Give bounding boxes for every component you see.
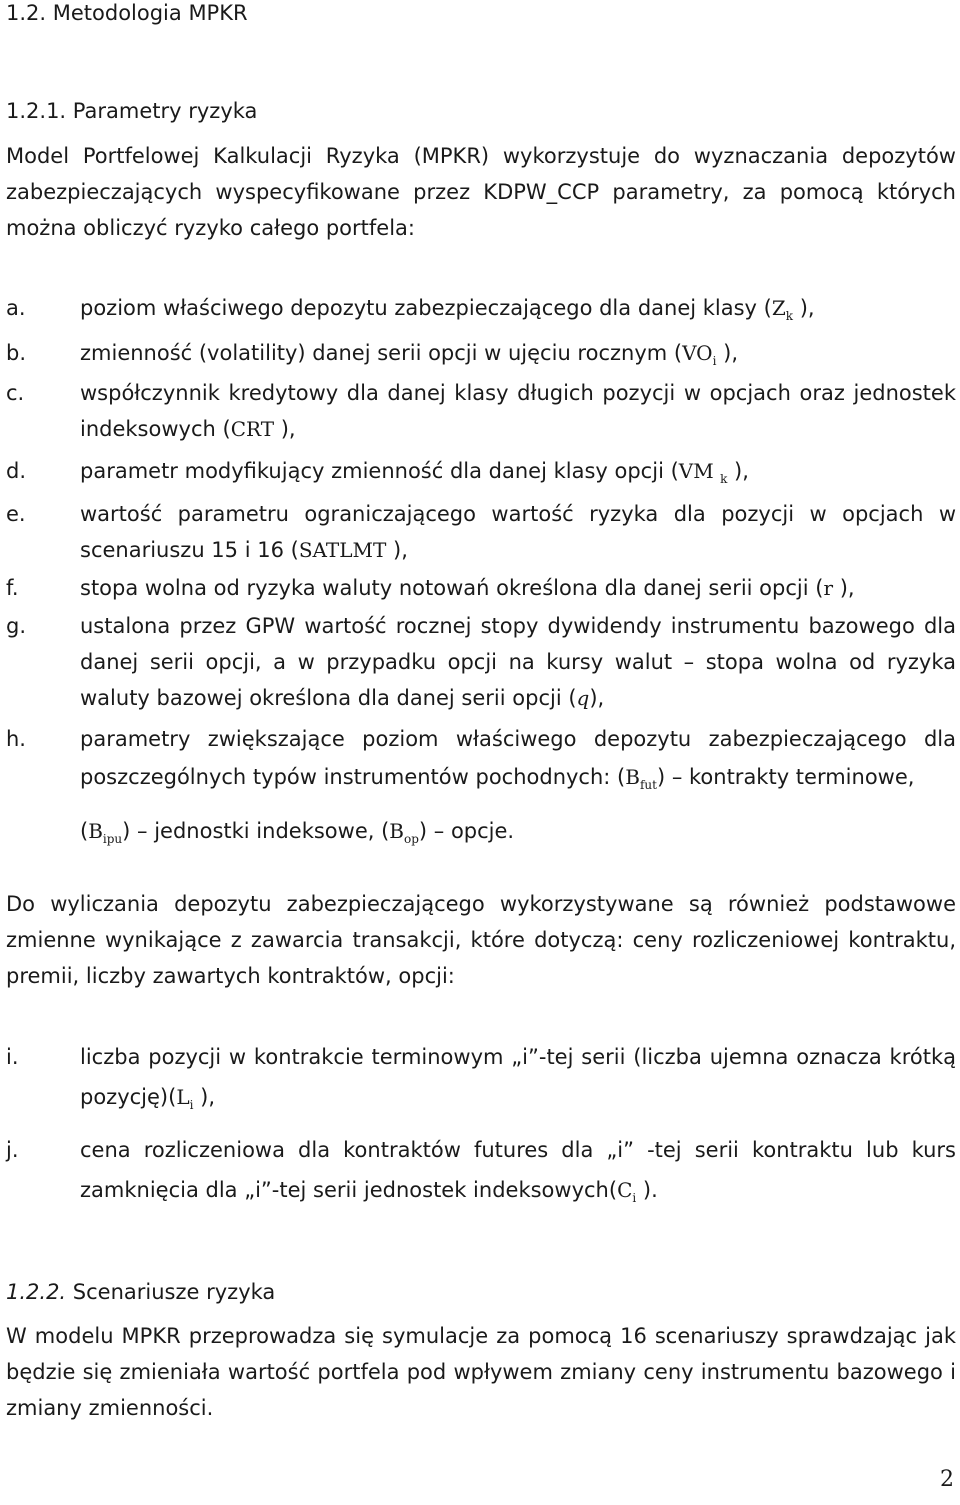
- list-item: f. stopa wolna od ryzyka waluty notowań określona dla danej serii opcji (r ),: [6, 570, 956, 606]
- list-text: zmienność (volatility) danej serii opcji w ujęciu rocznym: [80, 341, 668, 365]
- subsection-number: 1.2.1.: [6, 99, 67, 123]
- math-symbol: CRT: [230, 417, 275, 441]
- list-item: e. wartość parametru ograniczającego wartość ryzyka dla pozycji w opcjach w scenariuszu 15 i 16 (SATLMT ),: [6, 496, 956, 568]
- list-item: j. cena rozliczeniowa dla kontraktów futures dla „i” -tej serii kontraktu lub kurs zamknięcia dla „i”-tej serii jednostek $indeksowych(C_i$ ).: [6, 1130, 956, 1218]
- math-symbol: $L_i$: [176, 1085, 194, 1112]
- list-label: i.: [6, 1045, 19, 1069]
- list-item: d. parametr modyfikujący zmienność dla danej klasy opcji (VM $_k$ ),: [6, 453, 956, 497]
- list-item: i. liczba pozycji w kontrakcie terminowym „i”-tej serii (liczba ujemna oznacza krótką $pozycję)(L_i$ ),: [6, 1037, 956, 1125]
- math-symbol: $VO_i$: [682, 341, 717, 368]
- list-label: b.: [6, 341, 27, 365]
- list-text: parametr modyfikujący zmienność dla danej klasy opcji: [80, 459, 664, 483]
- math-symbol: r: [823, 576, 833, 600]
- list-label: h.: [6, 727, 26, 751]
- list-item: h. parametry zwiększające poziom właściwego depozytu zabezpieczającego dla poszczególnych typów instrumentów pochodnych: $(B_{fut})$ – kontrakty terminowe, $(B_{ipu})$ – jednostki indeksowe, $(B_{op})$ – opcje.: [6, 720, 956, 858]
- math-symbol: $Z_k$: [771, 296, 794, 323]
- list-label: c.: [6, 381, 25, 405]
- subsection-heading: [6, 1274, 275, 1310]
- subsection-title: Parametry ryzyka: [72, 99, 258, 123]
- list-text: współczynnik kredytowy dla danej klasy długich pozycji w opcjach oraz jednostek indeksowych: [80, 381, 956, 441]
- math-symbol: q: [576, 686, 590, 710]
- math-symbol: $B_{op}$: [389, 819, 419, 846]
- list-text: parametry zwiększające poziom właściwego depozytu zabezpieczającego dla poszczególnych typów instrumentów pochodnych:: [80, 727, 956, 789]
- list-text: liczba pozycji w kontrakcie terminowym „i”-tej serii (liczba ujemna oznacza krótką pozycję): [80, 1045, 956, 1109]
- list-label: j.: [6, 1138, 19, 1162]
- list-label: e.: [6, 502, 26, 526]
- math-symbol: $B_{ipu}$: [88, 819, 123, 846]
- list-item: a. poziom właściwego depozytu zabezpieczającego dla danej klasy ($Z_k$ ),: [6, 290, 956, 334]
- math-symbol: SATLMT: [298, 538, 387, 562]
- intro-paragraph: Model Portfelowej Kalkulacji Ryzyka (MPKR) wykorzystuje do wyznaczania depozytów zabezpieczających wyspecyfikowane przez KDPW_CCP parametry, za pomocą których można obliczyć ryzyko całego portfela:: [6, 144, 956, 240]
- body-paragraph: W modelu MPKR przeprowadza się symulacje za pomocą 16 scenariuszy sprawdzając jak będzie się zmieniała wartość portfela pod wpływem zmiany ceny instrumentu bazowego i zmiany zmienności.: [6, 1324, 956, 1420]
- list-text: ustalona przez GPW wartość rocznej stopy dywidendy instrumentu bazowego dla danej serii opcji, a w przypadku opcji na kursy walut – stopa wolna od ryzyka waluty bazowej określona dla danej serii opcji: [80, 614, 956, 710]
- list-text: stopa wolna od ryzyka waluty notowań określona dla danej serii opcji: [80, 576, 809, 600]
- list-text: poziom właściwego depozytu zabezpieczającego dla danej klasy: [80, 296, 757, 320]
- math-symbol: VM $_k$: [678, 459, 728, 486]
- math-symbol: $B_{fut}$: [625, 765, 657, 792]
- section-title: 1.2. Metodologia MPKR: [6, 1, 248, 25]
- subsection-heading: [6, 93, 257, 129]
- list-label: a.: [6, 296, 26, 320]
- list-label: f.: [6, 576, 19, 600]
- list-item: g. ustalona przez GPW wartość rocznej stopy dywidendy instrumentu bazowego dla danej serii opcji, a w przypadku opcji na kursy walut – stopa wolna od ryzyka waluty bazowej określona dla danej serii opcji (q),: [6, 608, 956, 716]
- subsection-title: Scenariusze ryzyka: [72, 1280, 276, 1304]
- list-label: g.: [6, 614, 27, 638]
- body-paragraph: Do wyliczania depozytu zabezpieczającego wykorzystywane są również podstawowe zmienne wynikające z zawarcia transakcji, które dotyczą: ceny rozliczeniowej kontraktu, premii, liczby zawartych kontraktów, opcji:: [6, 892, 956, 988]
- list-text: wartość parametru ograniczającego wartość ryzyka dla pozycji w opcjach w scenariuszu 15 i 16: [80, 502, 956, 562]
- list-label: d.: [6, 459, 27, 483]
- math-symbol: $C_i$: [617, 1178, 637, 1205]
- list-text: cena rozliczeniowa dla kontraktów futures dla „i” -tej serii kontraktu lub kurs zamknięcia dla „i”-tej serii jednostek indeksowych: [80, 1138, 956, 1202]
- list-item: c. współczynnik kredytowy dla danej klasy długich pozycji w opcjach oraz jednostek indeksowych (CRT ),: [6, 375, 956, 447]
- page-number: 2: [940, 1467, 954, 1492]
- subsection-number: 1.2.2.: [6, 1280, 67, 1304]
- list-item: b. zmienność (volatility) danej serii opcji w ujęciu rocznym ($VO_i$ ),: [6, 335, 956, 379]
